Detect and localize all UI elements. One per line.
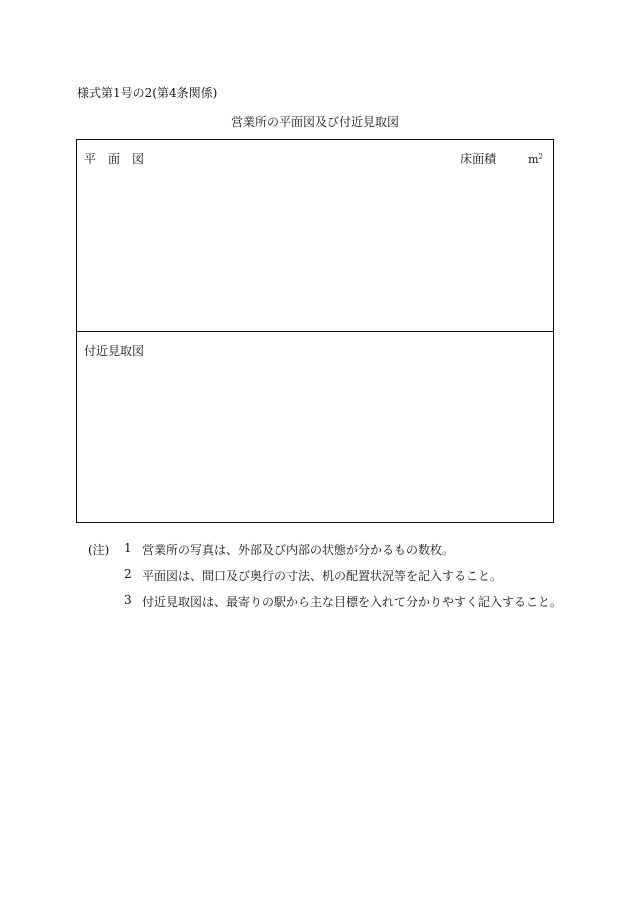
page-title: 営業所の平面図及び付近見取図 xyxy=(230,115,399,129)
note-indent xyxy=(88,567,124,593)
floor-plan-section xyxy=(77,140,553,332)
form-frame xyxy=(76,139,554,523)
note-text: 付近見取図は、最寄りの駅から主な目標を入れて分かりやすく記入すること。 xyxy=(142,595,563,609)
note-number: 1 xyxy=(124,541,132,555)
floor-area-field xyxy=(460,150,543,167)
note-text: 営業所の写真は、外部及び内部の状態が分かるもの数枚。 xyxy=(142,543,455,557)
form-number: 様式第1号の2(第4条関係) xyxy=(77,86,218,100)
note-indent xyxy=(88,593,124,619)
note-row-1 xyxy=(88,541,562,567)
note-number: 3 xyxy=(124,593,132,607)
note-row-2 xyxy=(88,567,562,593)
notes xyxy=(88,541,562,619)
notes-heading: (注) xyxy=(88,543,110,557)
floor-area-unit xyxy=(528,153,543,166)
floor-area-unit-base: m xyxy=(528,153,539,166)
vicinity-map-section xyxy=(77,332,553,522)
floor-area-label: 床面積 xyxy=(460,152,497,166)
floor-plan-label: 平 面 図 xyxy=(84,152,145,166)
floor-area-unit-exponent: 2 xyxy=(538,152,543,161)
vicinity-map-label: 付近見取図 xyxy=(84,344,145,358)
note-row-3 xyxy=(88,593,562,619)
note-text: 平面図は、間口及び奥行の寸法、机の配置状況等を記入すること。 xyxy=(142,569,503,583)
note-number: 2 xyxy=(124,567,132,581)
